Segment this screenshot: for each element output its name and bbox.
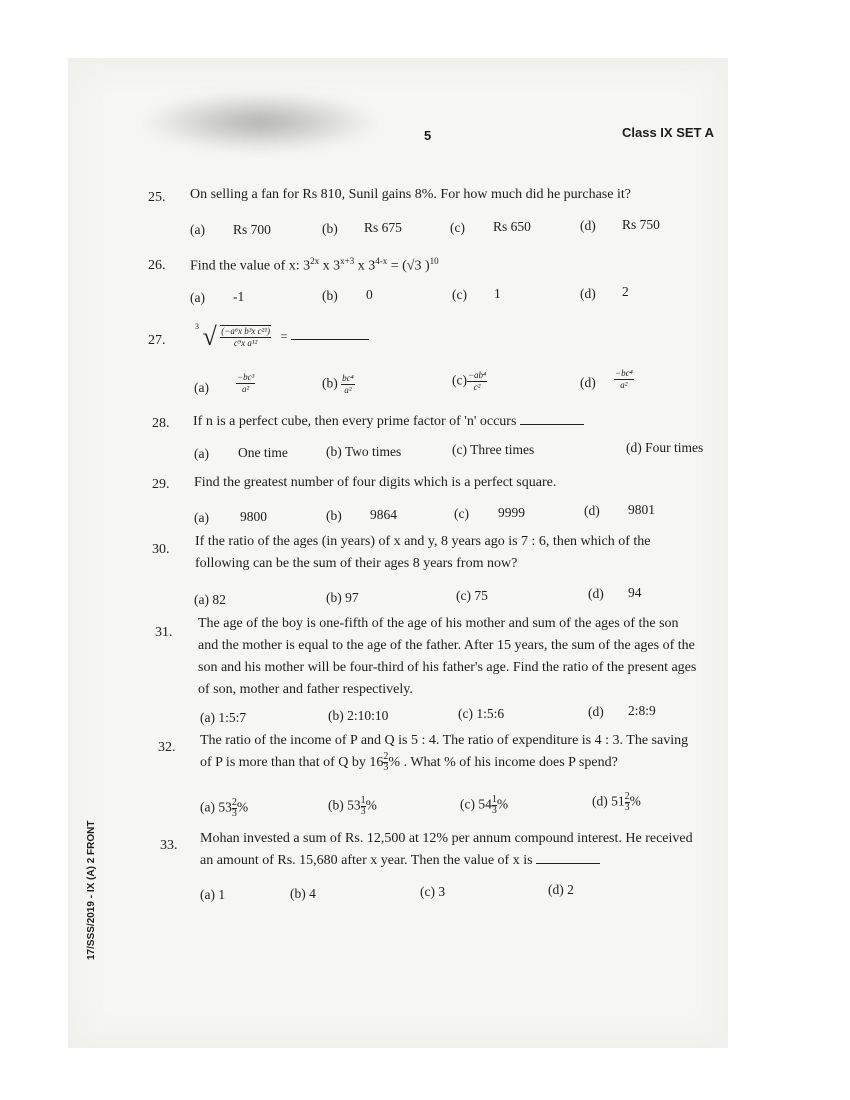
- option-a: $\frac{\text{−bc³}}{\text{a²}}$: [237, 372, 255, 394]
- question-text: Find the greatest number of four digits which is a perfect square.: [194, 475, 557, 490]
- question-text: The ratio of the income of P and Q is 5 : 4. The ratio of expenditure is 4 : 3. The saving of P is more than that of Q by 16 $\frac{2}{3}\%$ . What % of his income does P spend?: [200, 733, 689, 774]
- option-label: (a): [190, 290, 205, 305]
- radical-icon: √: [202, 322, 217, 351]
- option-label: (d): [580, 375, 596, 390]
- radicand: $\frac{\text{(−a⁶x b³x c²¹)}}{\text{c⁹x a¹²}}$: [221, 326, 271, 348]
- option-label: (b): [322, 288, 338, 303]
- option-c: Rs 650: [493, 219, 531, 234]
- option-b: Rs 675: [364, 220, 402, 235]
- option-c: 9999: [498, 505, 525, 520]
- option-d: Rs 750: [622, 217, 660, 232]
- root-index: 3: [195, 322, 199, 331]
- question-text: Mohan invested a sum of Rs. 12,500 at 12% per annum compound interest. He received an amount of Rs. 15,680 after x year. Then the value of x is: [200, 831, 693, 868]
- option-b: (b) Two times: [326, 444, 402, 459]
- option-d: $\frac{\text{−bc⁴}}{\text{a²}}$: [615, 368, 633, 390]
- scan-smudge: [140, 92, 380, 152]
- question-number: 27.: [148, 333, 166, 348]
- option-c: (c) 1:5:6: [458, 706, 505, 721]
- option-a: (a) 1: [200, 887, 226, 902]
- option-label: (d): [580, 218, 596, 233]
- question-text: If n is a perfect cube, then every prime factor of 'n' occurs: [193, 414, 584, 430]
- option-d: 2: [622, 284, 629, 299]
- option-a: -1: [233, 289, 245, 304]
- option-b: (b) 4: [290, 886, 316, 901]
- option-c: 1: [494, 286, 501, 301]
- option-b: (b) $\frac{\text{bc⁴}}{\text{a²}}$: [322, 373, 354, 395]
- question-number: 29.: [152, 477, 170, 492]
- option-b: (b) 2:10:10: [328, 708, 389, 723]
- option-b: 0: [366, 287, 373, 302]
- question-text: The age of the boy is one-fifth of the age of his mother and sum of the ages of the son and the mother is equal to the age of the father. After 15 years, the sum of the ages of the son and his mother will be four-third of his father's age. Find the ratio of the present ages of son, mother and father respectively.: [198, 616, 697, 697]
- option-a: Rs 700: [233, 222, 271, 237]
- option-c: (c) Three times: [452, 442, 535, 457]
- option-label: (d): [588, 586, 604, 601]
- side-code: 17/SSS/2019 - IX (A) 2 FRONT: [86, 820, 97, 960]
- option-label: (d): [588, 704, 604, 719]
- question-number: 31.: [155, 625, 173, 640]
- option-label: (d): [580, 286, 596, 301]
- option-label: (b): [322, 221, 338, 236]
- page-number: 5: [424, 128, 432, 143]
- option-d: 2:8:9: [628, 703, 656, 718]
- question-text: Find the value of x: $3^{2x}$ x $3^{x+3}$ x $3^{4-x} = (√3$ )$^{10}$: [190, 256, 439, 274]
- option-label: (d): [584, 503, 600, 518]
- option-label: (c): [454, 506, 469, 521]
- option-label: (a): [194, 510, 209, 525]
- question-number: 25.: [148, 190, 166, 205]
- option-c: (c) 75: [456, 588, 488, 603]
- option-label: (a): [190, 222, 205, 237]
- option-b: (b) 97: [326, 590, 359, 605]
- option-a: One time: [238, 445, 288, 460]
- option-d: 94: [628, 585, 642, 600]
- option-label: (a): [194, 446, 209, 461]
- question-number: 28.: [152, 416, 170, 431]
- cube-root-expression: $^3$ √ $\frac{\text{(−a⁶x b³x c²¹)}}{\text{c⁹x a¹²}}$ =: [195, 322, 369, 352]
- question-text: On selling a fan for Rs 810, Sunil gains 8%. For how much did he purchase it?: [190, 187, 631, 202]
- option-c: (c) 54 $\frac{1}{3}\%$: [460, 794, 509, 816]
- option-d: (d) 51 $\frac{2}{3}\%$: [592, 791, 641, 813]
- option-d: (d) Four times: [626, 440, 704, 455]
- option-c: (c) 3: [420, 884, 446, 899]
- option-label: (c): [452, 287, 467, 302]
- option-d: (d) 2: [548, 882, 574, 897]
- option-a: (a) 53 $\frac{2}{3}\%$: [200, 797, 249, 819]
- answer-blank: [291, 339, 369, 340]
- option-a: 9800: [240, 509, 267, 524]
- question-number: 26.: [148, 258, 166, 273]
- option-label: (b): [326, 508, 342, 523]
- option-a: (a) 1:5:7: [200, 710, 247, 725]
- option-c: (c) $\frac{\text{−ab⁴}}{\text{c²}}$: [452, 370, 487, 392]
- option-b: 9864: [370, 507, 397, 522]
- option-label: (a): [194, 380, 209, 395]
- question-number: 30.: [152, 542, 170, 557]
- option-label: (c): [450, 220, 465, 235]
- question-number: 33.: [160, 838, 178, 853]
- question-number: 32.: [158, 740, 176, 755]
- question-text: If the ratio of the ages (in years) of x and y, 8 years ago is 7 : 6, then which of the following can be the sum of their ages 8 years from now?: [195, 534, 651, 571]
- option-b: (b) 53 $\frac{1}{3}\%$: [328, 795, 377, 817]
- set-label: Class IX SET A: [622, 125, 714, 140]
- option-d: 9801: [628, 502, 655, 517]
- option-a: (a) 82: [194, 592, 226, 607]
